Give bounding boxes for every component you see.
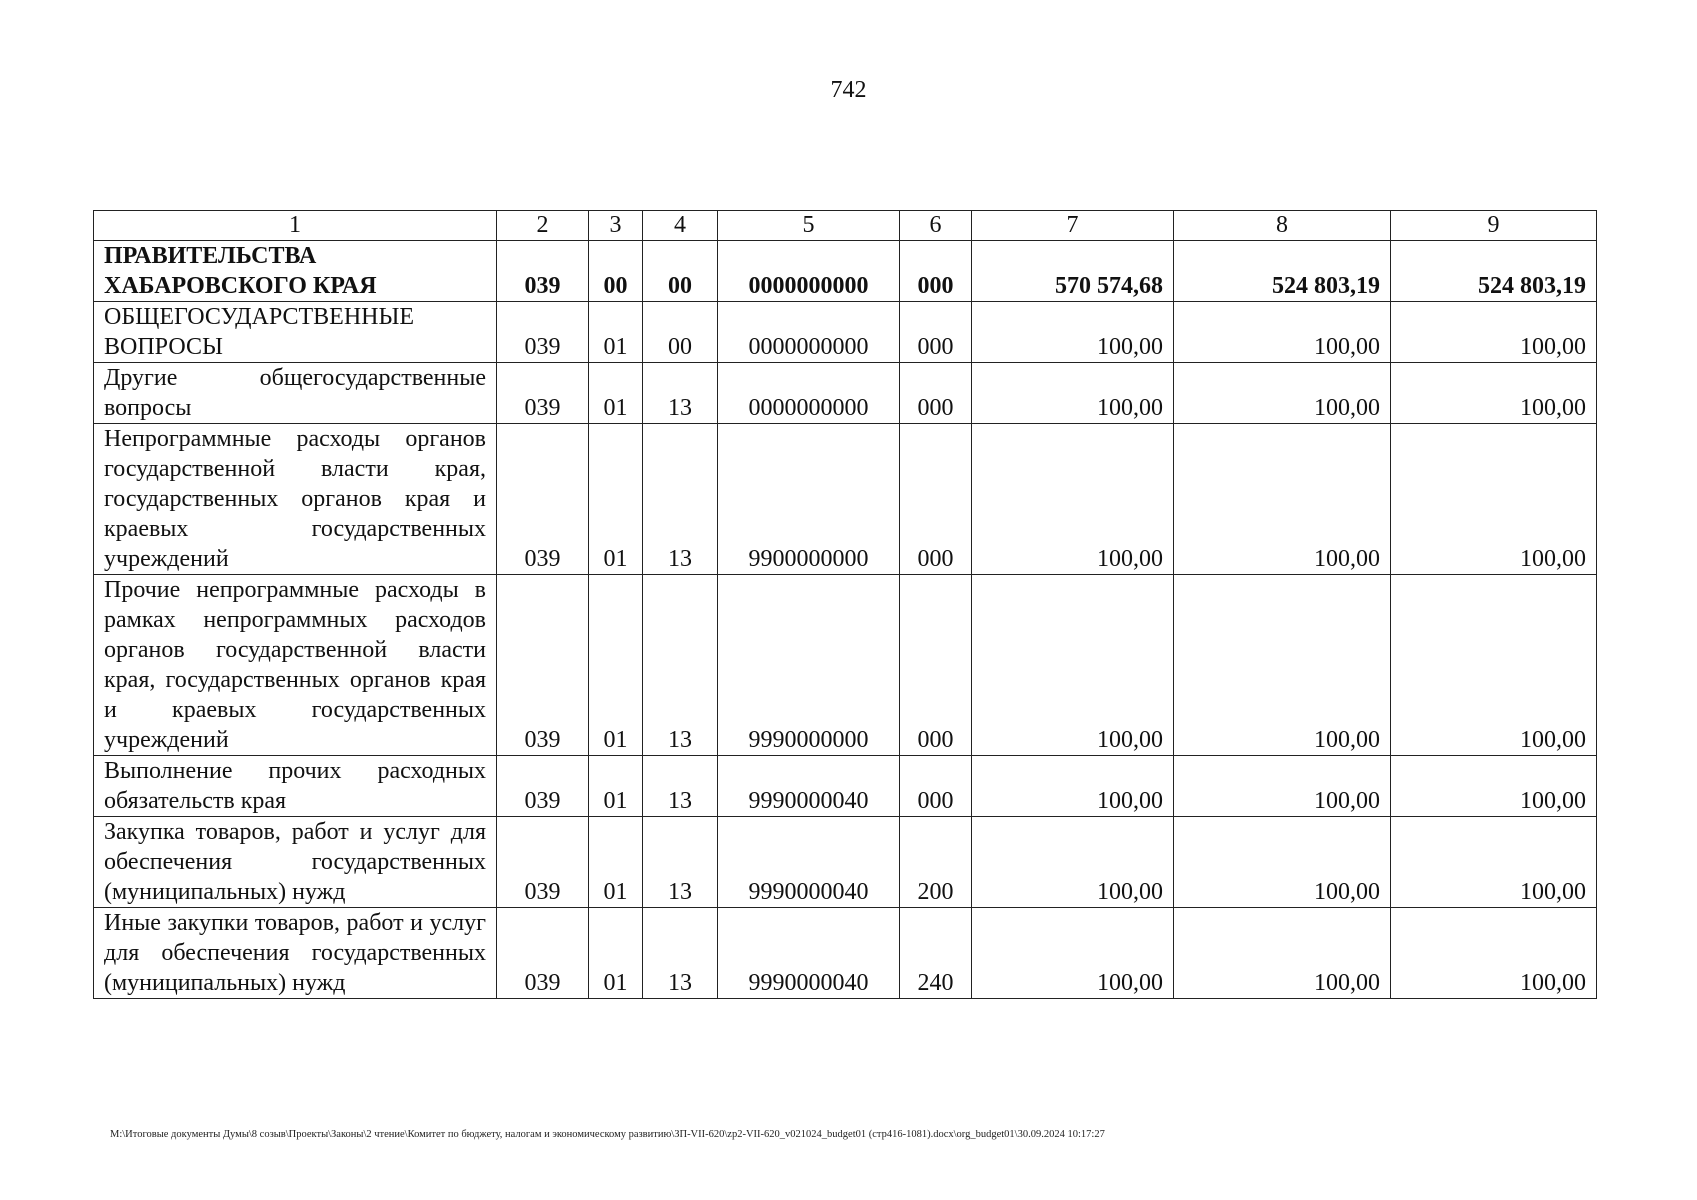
table-row	[94, 241, 1597, 302]
cell-amount-col8: 100,00	[1174, 363, 1391, 424]
column-header-2: 2	[497, 211, 589, 241]
document-file-path: M:\Итоговые документы Думы\8 созыв\Проекты\Законы\2 чтение\Комитет по бюджету, налогам и экономическому развитию\ЗП-VII-620\zp2-VII-620_v021024_budget01 (стр416-1081).docx\org_budget01\30.09.2024 10:17:27	[110, 1129, 1105, 1140]
cell-amount-col8: 100,00	[1174, 817, 1391, 908]
cell-subsection-code: 13	[643, 756, 718, 817]
cell-expense-type-code: 000	[900, 363, 972, 424]
cell-target-code: 9990000040	[718, 817, 900, 908]
cell-subsection-code: 00	[643, 302, 718, 363]
cell-section-code: 01	[589, 424, 643, 575]
cell-target-code: 9990000000	[718, 575, 900, 756]
cell-amount-col8: 100,00	[1174, 575, 1391, 756]
row-name: ОБЩЕГОСУДАРСТВЕННЫЕ ВОПРОСЫ	[94, 302, 497, 363]
column-header-3: 3	[589, 211, 643, 241]
cell-amount-col7: 100,00	[972, 424, 1174, 575]
column-header-4: 4	[643, 211, 718, 241]
cell-amount-col9: 100,00	[1391, 363, 1597, 424]
cell-amount-col9: 100,00	[1391, 908, 1597, 999]
cell-section-code: 01	[589, 817, 643, 908]
cell-amount-col9: 100,00	[1391, 575, 1597, 756]
cell-section-code: 01	[589, 363, 643, 424]
cell-amount-col7: 100,00	[972, 363, 1174, 424]
cell-amount-col7: 100,00	[972, 575, 1174, 756]
table-row	[94, 363, 1597, 424]
page-number: 742	[830, 77, 867, 103]
cell-amount-col9: 100,00	[1391, 817, 1597, 908]
cell-target-code: 9990000040	[718, 908, 900, 999]
column-header-8: 8	[1174, 211, 1391, 241]
cell-target-code: 9900000000	[718, 424, 900, 575]
cell-amount-col7: 570 574,68	[972, 241, 1174, 302]
table-row	[94, 302, 1597, 363]
row-name: ПРАВИТЕЛЬСТВА ХАБАРОВСКОГО КРАЯ	[94, 241, 497, 302]
cell-amount-col8: 100,00	[1174, 756, 1391, 817]
table-row	[94, 817, 1597, 908]
cell-expense-type-code: 000	[900, 575, 972, 756]
row-name: Другие общегосударственные вопросы	[94, 363, 497, 424]
table-row	[94, 908, 1597, 999]
row-name: Непрограммные расходы органов государственной власти края, государственных органов края и краевых государственных учреждений	[94, 424, 497, 575]
cell-section-code: 01	[589, 756, 643, 817]
cell-target-code: 0000000000	[718, 302, 900, 363]
cell-expense-type-code: 000	[900, 424, 972, 575]
row-name: Прочие непрограммные расходы в рамках непрограммных расходов органов государственной власти края, государственных органов края и краевых государственных учреждений	[94, 575, 497, 756]
cell-ministry-code: 039	[497, 424, 589, 575]
cell-amount-col8: 100,00	[1174, 908, 1391, 999]
column-header-1: 1	[94, 211, 497, 241]
cell-subsection-code: 13	[643, 908, 718, 999]
cell-ministry-code: 039	[497, 817, 589, 908]
cell-ministry-code: 039	[497, 302, 589, 363]
cell-ministry-code: 039	[497, 241, 589, 302]
cell-amount-col8: 100,00	[1174, 302, 1391, 363]
cell-subsection-code: 13	[643, 363, 718, 424]
cell-subsection-code: 13	[643, 817, 718, 908]
cell-section-code: 01	[589, 302, 643, 363]
cell-section-code: 01	[589, 908, 643, 999]
cell-subsection-code: 13	[643, 424, 718, 575]
header-row	[94, 211, 1597, 241]
cell-target-code: 9990000040	[718, 756, 900, 817]
cell-subsection-code: 00	[643, 241, 718, 302]
budget-table	[93, 210, 1597, 999]
cell-section-code: 01	[589, 575, 643, 756]
row-name: Иные закупки товаров, работ и услуг для обеспечения государственных (муниципальных) нужд	[94, 908, 497, 999]
table-row	[94, 424, 1597, 575]
table-row	[94, 575, 1597, 756]
column-header-5: 5	[718, 211, 900, 241]
column-header-6: 6	[900, 211, 972, 241]
cell-amount-col7: 100,00	[972, 908, 1174, 999]
cell-amount-col7: 100,00	[972, 817, 1174, 908]
cell-expense-type-code: 000	[900, 302, 972, 363]
cell-ministry-code: 039	[497, 756, 589, 817]
cell-ministry-code: 039	[497, 575, 589, 756]
cell-expense-type-code: 200	[900, 817, 972, 908]
cell-amount-col9: 100,00	[1391, 756, 1597, 817]
row-name: Выполнение прочих расходных обязательств края	[94, 756, 497, 817]
cell-amount-col9: 100,00	[1391, 424, 1597, 575]
cell-expense-type-code: 240	[900, 908, 972, 999]
table-row	[94, 756, 1597, 817]
cell-expense-type-code: 000	[900, 241, 972, 302]
cell-amount-col9: 524 803,19	[1391, 241, 1597, 302]
cell-amount-col9: 100,00	[1391, 302, 1597, 363]
cell-amount-col8: 100,00	[1174, 424, 1391, 575]
row-name: Закупка товаров, работ и услуг для обеспечения государственных (муниципальных) нужд	[94, 817, 497, 908]
cell-subsection-code: 13	[643, 575, 718, 756]
cell-amount-col7: 100,00	[972, 756, 1174, 817]
cell-ministry-code: 039	[497, 363, 589, 424]
cell-amount-col7: 100,00	[972, 302, 1174, 363]
column-header-7: 7	[972, 211, 1174, 241]
cell-section-code: 00	[589, 241, 643, 302]
cell-target-code: 0000000000	[718, 363, 900, 424]
cell-amount-col8: 524 803,19	[1174, 241, 1391, 302]
cell-target-code: 0000000000	[718, 241, 900, 302]
column-header-9: 9	[1391, 211, 1597, 241]
cell-expense-type-code: 000	[900, 756, 972, 817]
cell-ministry-code: 039	[497, 908, 589, 999]
